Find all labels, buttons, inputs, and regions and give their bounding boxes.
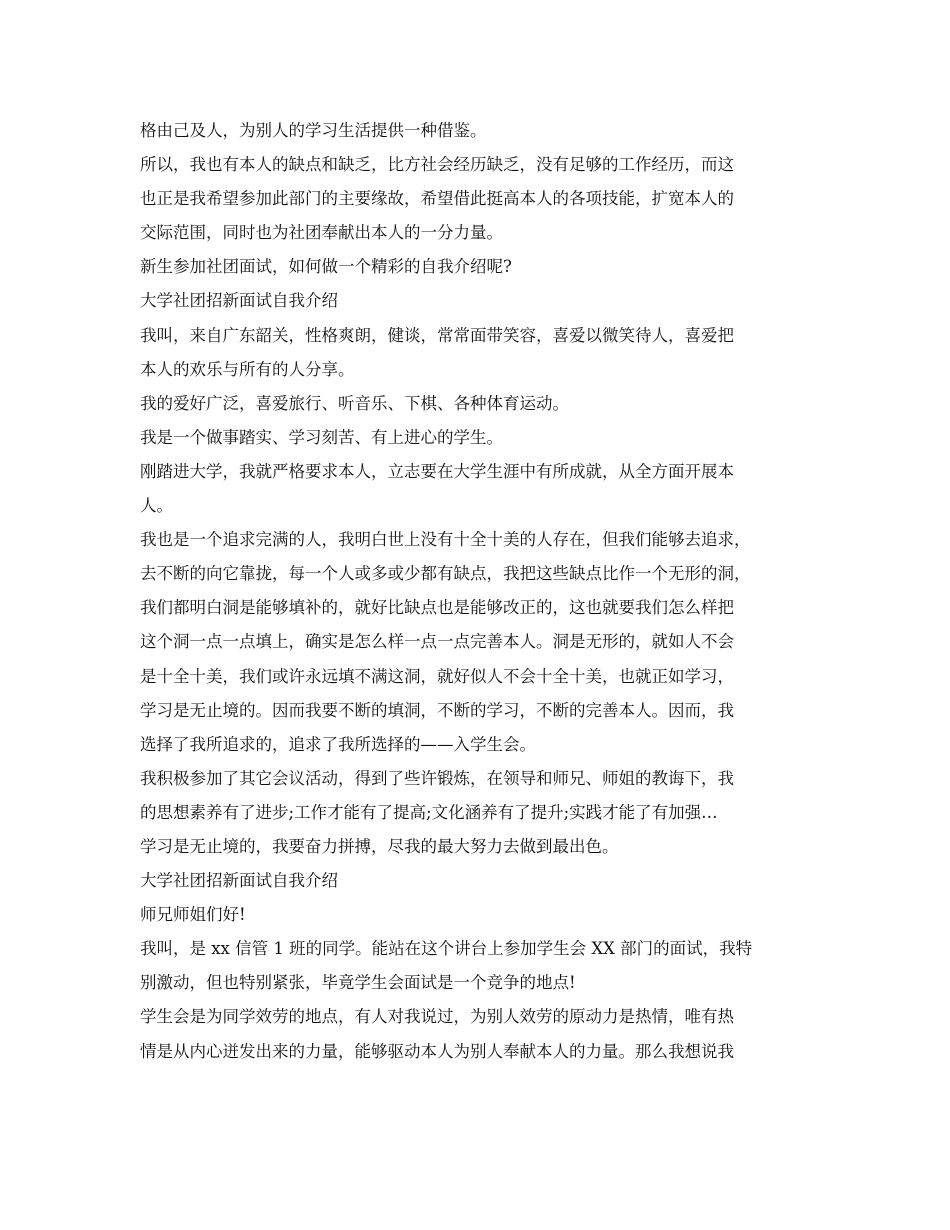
text-line: 情是从内心迸发出来的力量，能够驱动本人为别人奉献本人的力量。那么我想说我 [140,1041,734,1061]
section-heading: 大学社团招新面试自我介绍 [140,871,338,891]
text-line: 新生参加社团面试，如何做一个精彩的自我介绍呢? [140,257,512,277]
text-line: 学生会是为同学效劳的地点，有人对我说过，为别人效劳的原动力是热情，唯有热 [140,1007,734,1027]
text-line: 交际范围，同时也为社团奉献出本人的一分力量。 [140,223,503,243]
text-line: 我是一个做事踏实、学习刻苦、有上进心的学生。 [140,427,503,447]
text-line: 去不断的向它靠拢，每一个人或多或少都有缺点，我把这些缺点比作一个无形的洞， [140,564,751,584]
text-line: 也正是我希望参加此部门的主要缘故，希望借此挺高本人的各项技能，扩宽本人的 [140,189,734,209]
text-line: 选择了我所追求的，追求了我所选择的——入学生会。 [140,734,536,754]
text-line: 我的爱好广泛，喜爱旅行、听音乐、下棋、各种体育运动。 [140,393,569,413]
text-line: 这个洞一点一点填上，确实是怎么样一点一点完善本人。洞是无形的，就如人不会 [140,632,734,652]
text-line: 别激动，但也特别紧张，毕竟学生会面试是一个竞争的地点! [140,973,576,993]
document-body [140,114,820,1069]
text-line: 格由己及人，为别人的学习生活提供一种借鉴。 [140,121,487,140]
text-line: 刚踏进大学，我就严格要求本人，立志要在大学生涯中有所成就，从全方面开展本 [140,461,734,481]
text-line: 是十全十美，我们或许永远填不满这洞，就好似人不会十全十美，也就正如学习， [140,666,734,686]
text-line: 我也是一个追求完满的人，我明白世上没有十全十美的人存在，但我们能够去追求， [140,530,751,550]
text-line: 所以，我也有本人的缺点和缺乏，比方社会经历缺乏，没有足够的工作经历，而这 [140,155,734,175]
section-heading: 大学社团招新面试自我介绍 [140,291,338,311]
text-line: 师兄师姐们好! [140,905,246,925]
text-line: 我叫，来自广东韶关，性格爽朗，健谈，常常面带笑容，喜爱以微笑待人，喜爱把 [140,325,734,345]
text-line: 学习是无止境的，我要奋力拼搏，尽我的最大努力去做到最出色。 [140,836,619,856]
text-line: 人。 [140,496,173,516]
text-line: 的思想素养有了进步;工作才能有了提高;文化涵养有了提升;实践才能了有加强… [140,802,718,822]
text-line: 本人的欢乐与所有的人分享。 [140,359,355,379]
text-line: 我们都明白洞是能够填补的，就好比缺点也是能够改正的，这也就要我们怎么样把 [140,598,734,618]
text-line: 学习是无止境的。因而我要不断的填洞，不断的学习，不断的完善本人。因而，我 [140,700,734,720]
text-line: 我积极参加了其它会议活动，得到了些许锻炼，在领导和师兄、师姐的教诲下，我 [140,768,734,788]
text-line: 我叫，是 xx 信管 1 班的同学。能站在这个讲台上参加学生会 XX 部门的面试，我特 [140,939,753,959]
